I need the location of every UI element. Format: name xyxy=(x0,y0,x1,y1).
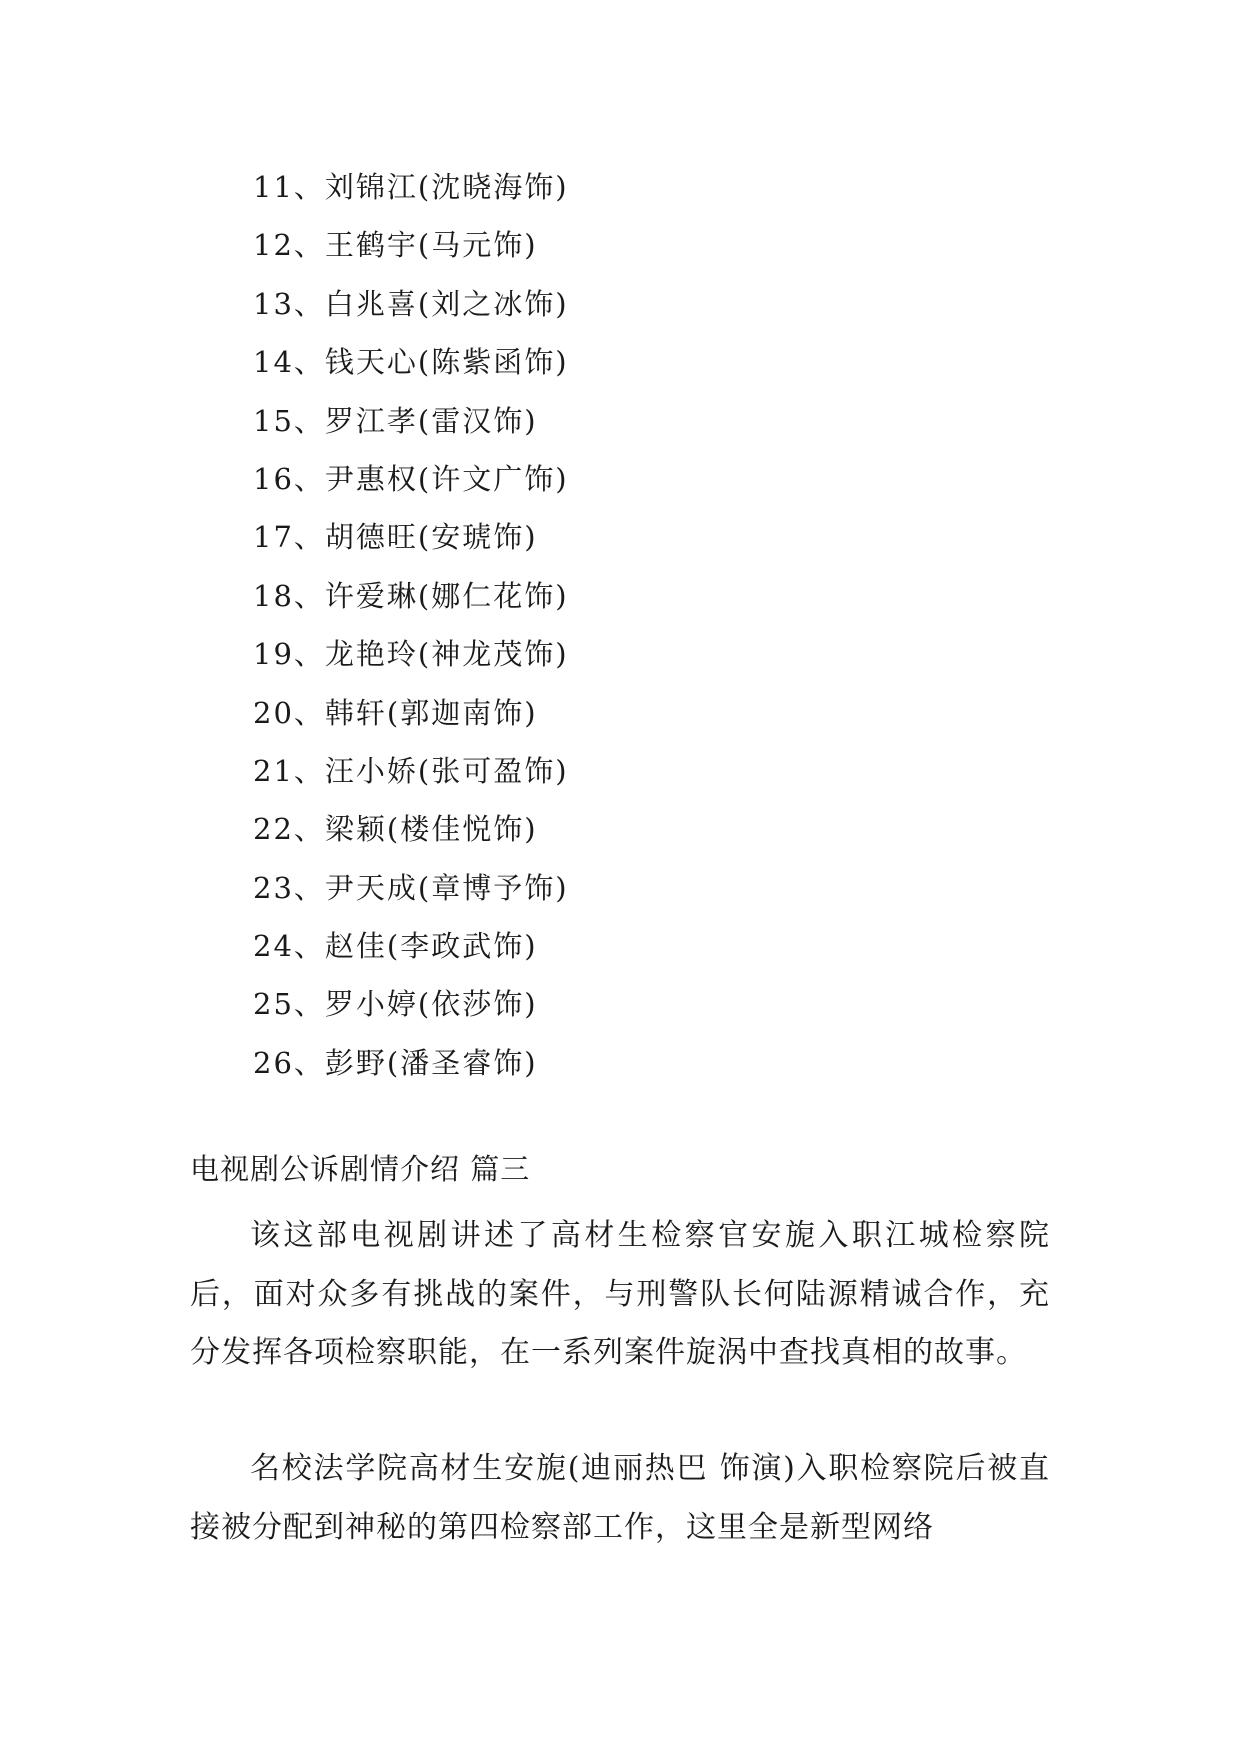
cast-list-item: 22、梁颖(楼佳悦饰) xyxy=(253,812,538,847)
cast-list-item: 26、彭野(潘圣睿饰) xyxy=(253,1045,538,1080)
cast-list xyxy=(253,158,569,1092)
cast-list-item: 18、许爱琳(娜仁花饰) xyxy=(253,578,569,613)
cast-list-item: 19、龙艳玲(神龙茂饰) xyxy=(253,637,569,672)
cast-list-item: 15、罗江孝(雷汉饰) xyxy=(253,403,538,438)
cast-list-item: 14、钱天心(陈紫函饰) xyxy=(253,345,569,380)
cast-list-item: 12、王鹤宇(马元饰) xyxy=(253,228,538,263)
body-paragraph: 该这部电视剧讲述了高材生检察官安旎入职江城检察院后，面对众多有挑战的案件，与刑警队长何陆源精诚合作，充分发挥各项检察职能，在一系列案件旋涡中查找真相的故事。 xyxy=(190,1218,1050,1371)
cast-list-item: 16、尹惠权(许文广饰) xyxy=(253,461,569,496)
cast-list-item: 11、刘锦江(沈晓海饰) xyxy=(253,170,569,204)
cast-list-item: 20、韩轩(郭迦南饰) xyxy=(253,695,538,730)
cast-list-item: 25、罗小婷(依莎饰) xyxy=(253,987,538,1022)
cast-list-item: 21、汪小娇(张可盈饰) xyxy=(253,753,569,788)
cast-list-item: 13、白兆喜(刘之冰饰) xyxy=(253,286,569,321)
cast-list-item: 23、尹天成(章博予饰) xyxy=(253,870,569,905)
cast-list-item: 24、赵佳(李政武饰) xyxy=(253,929,538,964)
section-heading: 电视剧公诉剧情介绍 篇三 xyxy=(190,1152,531,1186)
cast-list-item: 17、胡德旺(安琥饰) xyxy=(253,520,538,555)
body-paragraph: 名校法学院高材生安旎(迪丽热巴 饰演)入职检察院后被直接被分配到神秘的第四检察部工作，这里全是新型网络 xyxy=(190,1451,1050,1545)
